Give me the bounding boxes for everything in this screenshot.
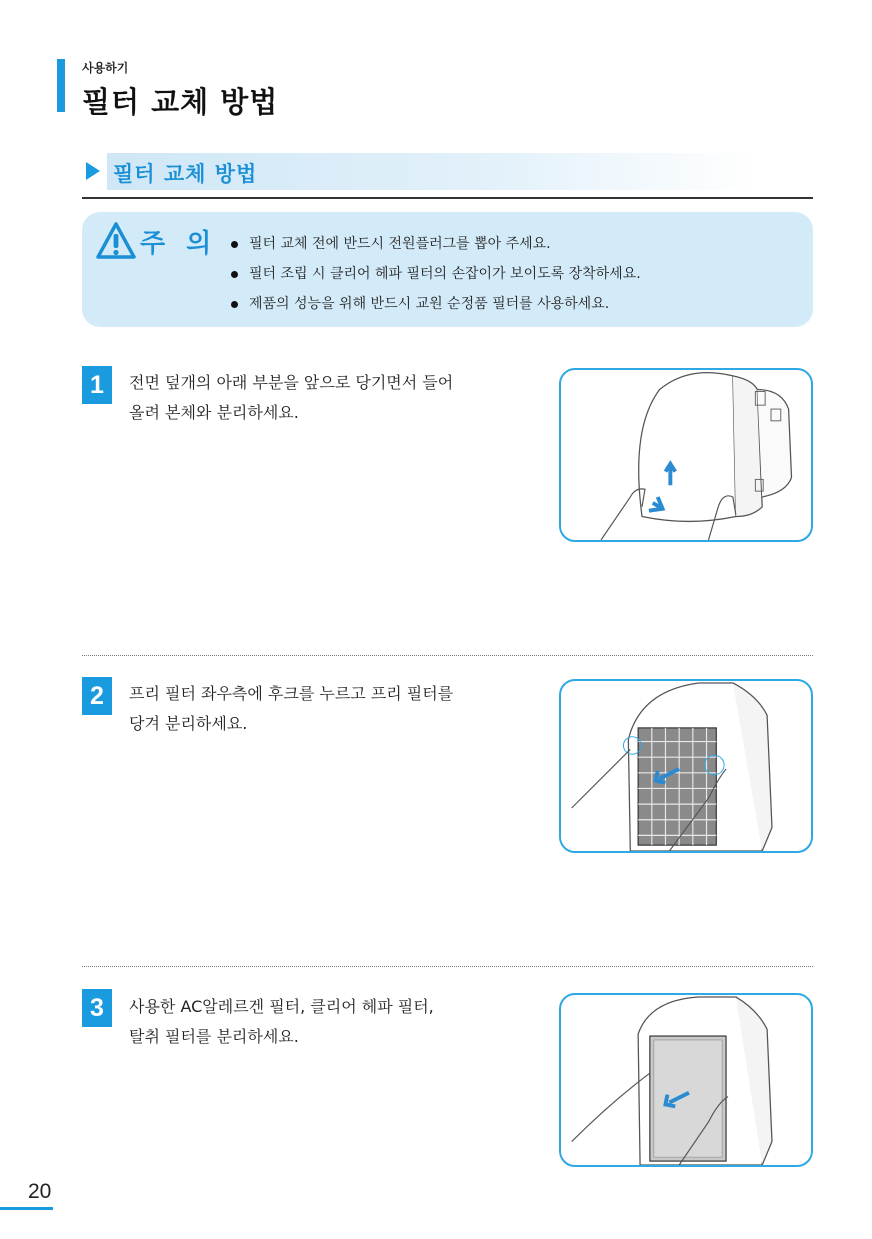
header-category: 사용하기 xyxy=(82,61,129,75)
step-1-illustration xyxy=(559,368,813,542)
caution-item: 필터 조립 시 클리어 헤파 필터의 손잡이가 보이도록 장착하세요. xyxy=(229,259,641,289)
triangle-arrow-icon xyxy=(86,162,100,180)
filters-removal-image xyxy=(561,995,811,1165)
step-2-text xyxy=(129,679,529,739)
step-divider xyxy=(82,655,813,656)
step-3-illustration xyxy=(559,993,813,1167)
step-3-text xyxy=(129,992,529,1052)
page-number: 20 xyxy=(28,1180,52,1203)
step-1-line: 전면 덮개의 아래 부분을 앞으로 당기면서 들어 xyxy=(129,373,454,392)
step-2-illustration xyxy=(559,679,813,853)
section-title: 필터 교체 방법 xyxy=(113,162,258,186)
step-2-number: 2 xyxy=(82,677,112,715)
step-3-number: 3 xyxy=(82,989,112,1027)
step-2-line: 프리 필터 좌우측에 후크를 누르고 프리 필터를 xyxy=(129,684,454,703)
header-accent-bar xyxy=(57,59,65,112)
pre-filter-removal-image xyxy=(561,681,811,851)
caution-item: 제품의 성능을 위해 반드시 교원 순정품 필터를 사용하세요. xyxy=(229,289,641,319)
step-3-line: 탈취 필터를 분리하세요. xyxy=(129,1027,299,1046)
step-1-text xyxy=(129,368,529,428)
step-3-line: 사용한 AC알레르겐 필터, 클리어 헤파 필터, xyxy=(129,997,434,1016)
step-2-line: 당겨 분리하세요. xyxy=(129,714,248,733)
step-1-line: 올려 본체와 분리하세요. xyxy=(129,403,299,422)
step-1-number: 1 xyxy=(82,366,112,404)
warning-icon xyxy=(96,221,136,261)
step-divider xyxy=(82,966,813,967)
caution-label: 주 의 xyxy=(140,229,218,259)
page-title: 필터 교체 방법 xyxy=(82,85,279,119)
caution-list xyxy=(229,229,641,319)
air-purifier-front-cover-image xyxy=(561,370,811,540)
caution-item: 필터 교체 전에 반드시 전원플러그를 뽑아 주세요. xyxy=(229,229,641,259)
page-number-underline xyxy=(0,1207,53,1210)
section-divider xyxy=(82,197,813,199)
